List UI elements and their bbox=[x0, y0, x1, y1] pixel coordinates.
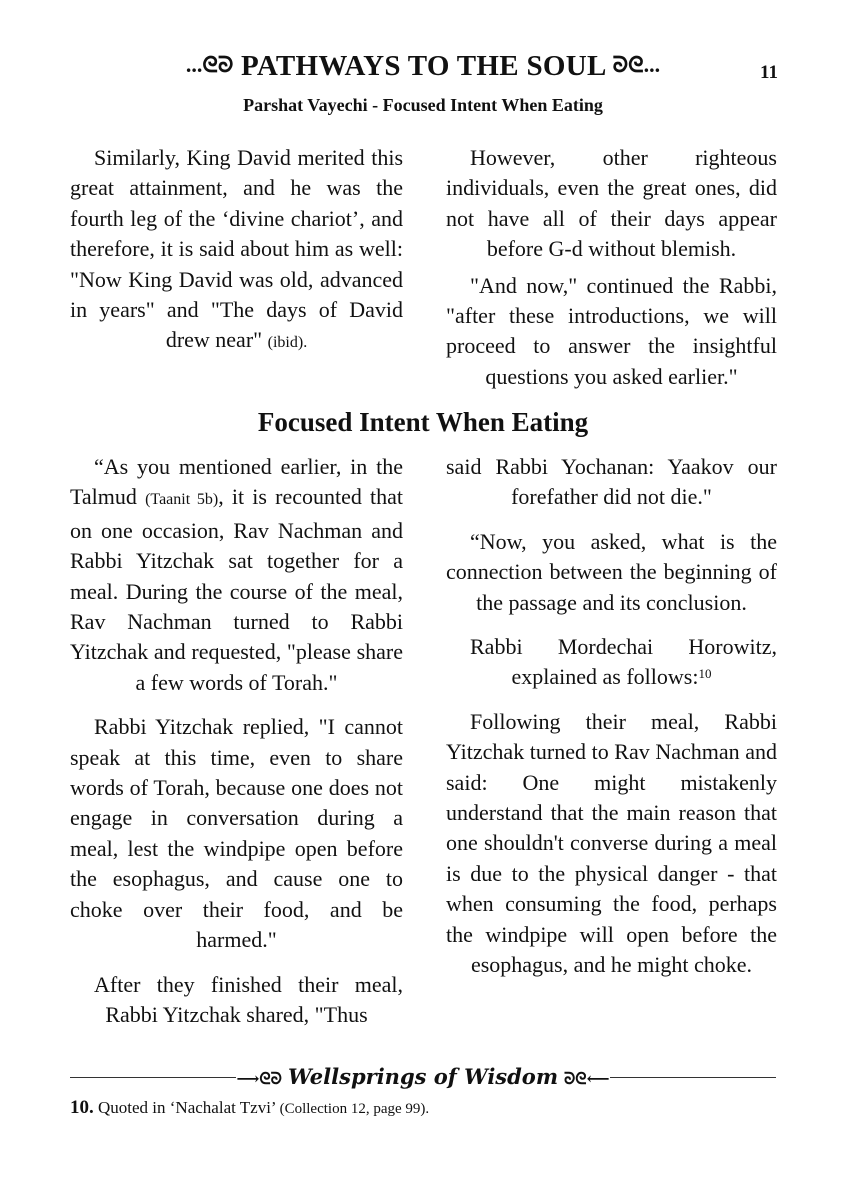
left-ornament: ⟶ᘓᘐ bbox=[236, 1071, 282, 1088]
left-ornament: ...ᘓᘐ bbox=[185, 52, 234, 77]
paragraph bbox=[70, 452, 403, 698]
running-title bbox=[0, 50, 846, 83]
footer-banner bbox=[0, 1064, 846, 1089]
paragraph bbox=[70, 143, 403, 359]
page-number: 11 bbox=[760, 62, 778, 83]
paragraph-text: , it is recounted that on one occasion, Rav Nachman and Rabbi Yitzchak sat together for a meal. During the course of the meal, Rav Nachman turned to Rabbi Yitzchak and requested, "please share a few words of Torah." bbox=[70, 484, 404, 695]
right-ornament: ᘐᘓ⟵ bbox=[564, 1071, 610, 1088]
footnote-number: 10. bbox=[70, 1097, 94, 1118]
footnote-marker: 10 bbox=[698, 666, 712, 682]
paragraph: “Now, you asked, what is the connection between the beginning of the passage and its conclusion. bbox=[446, 528, 777, 615]
footer-label: Wellsprings of Wisdom bbox=[282, 1064, 564, 1089]
paragraph: After they finished their meal, Rabbi Yitzchak shared, "Thus bbox=[94, 971, 403, 1027]
paragraph: Rabbi Yitzchak replied, "I cannot speak at this time, even to share words of Torah, because one does not engage in conversation during a meal, lest the windpipe open before the esophagus, and cause one to choke over their food, and be harmed." bbox=[70, 714, 403, 953]
paragraph: Following their meal, Rabbi Yitzchak turned to Rav Nachman and said: One might mistakenly understand that the main reason that one shouldn't converse during a meal is due to the physical danger - that when consuming the food, perhaps the windpipe will open before the esophagus, and he might choke. bbox=[446, 708, 777, 978]
running-title-text: PATHWAYS TO THE SOUL bbox=[240, 50, 606, 82]
citation: (Taanit 5b) bbox=[145, 491, 219, 509]
chapter-subtitle: Parshat Vayechi - Focused Intent When Eating bbox=[243, 95, 603, 115]
page-header bbox=[0, 50, 846, 90]
right-ornament: ᘐᘓ... bbox=[612, 52, 661, 77]
paragraph-text: Rabbi Mordechai Horowitz, explained as follows: bbox=[470, 634, 777, 690]
top-right-column bbox=[446, 143, 777, 392]
footnote-citation: (Collection 12, page 99). bbox=[279, 1101, 430, 1117]
paragraph-text: Similarly, King David merited this great attainment, and he was the fourth leg of the ‘divine chariot’, and therefore, it is said about him as well: "Now King David was old, advanced in years" and "The days of David drew near" bbox=[70, 145, 403, 353]
top-left-column bbox=[70, 143, 403, 359]
paragraph: However, other righteous individuals, even the great ones, did not have all of their days appear before G-d without blemish. bbox=[446, 145, 777, 262]
paragraph: "And now," continued the Rabbi, "after these introductions, we will proceed to answer the insightful questions you asked earlier." bbox=[446, 272, 777, 389]
footnote-text: Quoted in ‘Nachalat Tzvi’ bbox=[98, 1098, 276, 1117]
citation: (ibid). bbox=[267, 334, 308, 352]
main-left-column bbox=[70, 452, 403, 1030]
paragraph bbox=[446, 632, 777, 693]
paragraph-text: “As you mentioned earlier, in the Talmud bbox=[70, 454, 403, 510]
paragraph: said Rabbi Yochanan: Yaakov our forefather did not die." bbox=[446, 454, 777, 510]
section-heading: Focused Intent When Eating bbox=[257, 407, 589, 437]
footnote bbox=[70, 1097, 429, 1119]
main-right-column bbox=[446, 452, 777, 981]
